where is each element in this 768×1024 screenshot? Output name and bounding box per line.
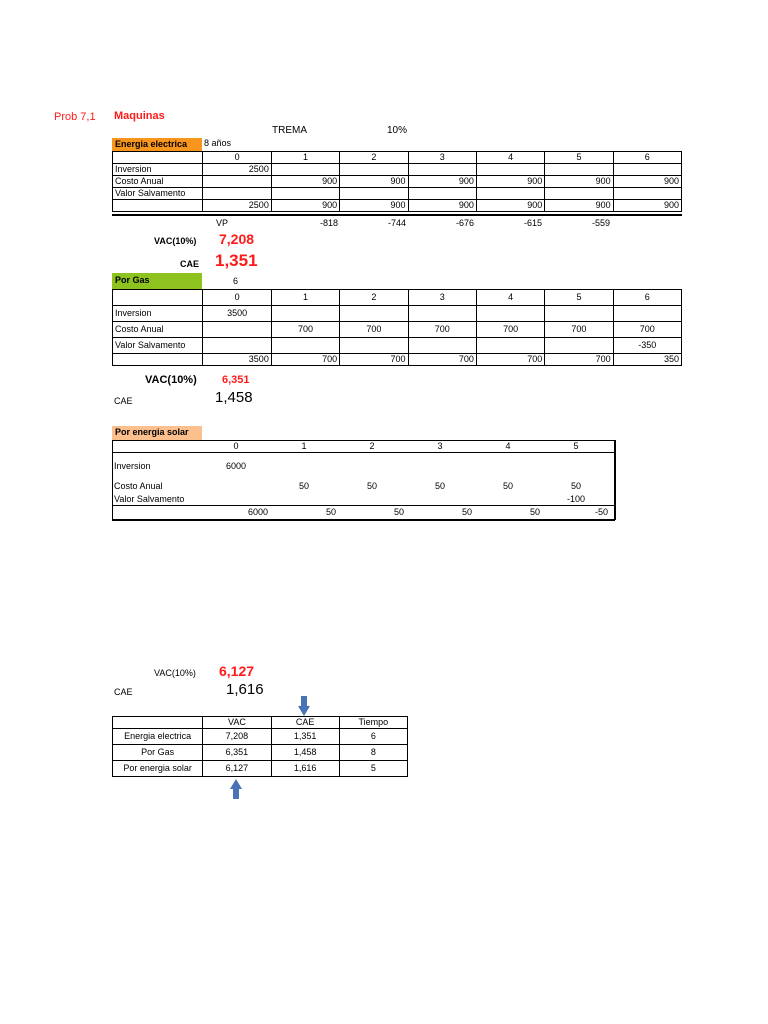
cell-value: [203, 188, 271, 200]
cell-value: [408, 338, 476, 354]
table-row: [113, 188, 682, 200]
period-header: 3: [408, 152, 476, 164]
period-header: 4: [505, 441, 511, 451]
row-label: Por energia solar: [113, 761, 203, 777]
total-value: 50: [393, 507, 404, 517]
cell-value: [545, 306, 613, 322]
cell-value: [545, 188, 613, 200]
electric-vac-value: 7,208: [219, 231, 255, 247]
section-label-solar: Por energia solar: [112, 426, 202, 440]
header-cell: [113, 152, 203, 164]
period-header: 5: [545, 290, 613, 306]
trema-value: 10%: [387, 125, 408, 136]
total-value: 900: [476, 200, 544, 212]
period-header: 1: [271, 290, 339, 306]
cell-value: 900: [340, 176, 408, 188]
cell-value: 50: [502, 481, 513, 491]
cell-value: 900: [613, 176, 681, 188]
cell-value: [613, 188, 681, 200]
table-header-row: [113, 152, 682, 164]
period-header: 0: [203, 152, 271, 164]
total-value: 700: [340, 354, 408, 366]
electric-cae-label: CAE: [180, 259, 200, 269]
cell-value: 700: [476, 322, 544, 338]
row-divider: [112, 452, 615, 453]
cell-value: [613, 306, 681, 322]
electric-cae-value: 1,351: [215, 251, 258, 270]
gas-vac-value: 6,351: [222, 374, 250, 386]
period-header: 0: [233, 441, 239, 451]
cell-value: [340, 164, 408, 176]
cell-value: [203, 338, 271, 354]
column-header: VAC: [203, 717, 271, 729]
total-value: 350: [613, 354, 681, 366]
section-label-gas: Por Gas: [112, 273, 202, 289]
row-divider: [112, 519, 615, 521]
row-label: Valor Salvamento: [113, 338, 203, 354]
cell-value: [613, 164, 681, 176]
cell-value: [340, 338, 408, 354]
vp-value: -818: [319, 218, 338, 228]
total-value: 900: [408, 200, 476, 212]
cell-value: 700: [340, 322, 408, 338]
cell-value: 50: [298, 481, 309, 491]
row-label: Inversion: [114, 461, 151, 471]
solar-vac-label: VAC(10%): [154, 668, 196, 678]
cell-value: 6: [339, 729, 407, 745]
total-value: 50: [461, 507, 472, 517]
cell-value: 7,208: [203, 729, 271, 745]
gas-cae-value: 1,458: [215, 389, 253, 406]
total-value: 900: [613, 200, 681, 212]
gas-cae-label: CAE: [114, 396, 133, 406]
total-value: 900: [545, 200, 613, 212]
cell-value: 6,351: [203, 745, 271, 761]
vp-label: VP: [216, 218, 229, 228]
cell-value: [476, 338, 544, 354]
total-value: -50: [594, 507, 608, 517]
period-header: 3: [408, 290, 476, 306]
gas-cashflow-table: [112, 289, 682, 366]
row-divider: [112, 505, 615, 506]
period-header: 5: [545, 152, 613, 164]
electric-vac-label: VAC(10%): [154, 236, 197, 246]
cell-value: [203, 322, 271, 338]
cell-value: 8: [339, 745, 407, 761]
row-label: Costo Anual: [114, 481, 163, 491]
cell-value: [545, 164, 613, 176]
cell-value: 1,351: [271, 729, 339, 745]
row-label: Inversion: [113, 164, 203, 176]
cell-value: [408, 164, 476, 176]
table-row: [113, 729, 408, 745]
problem-number: Prob 7,1: [54, 111, 96, 123]
table-row: [113, 176, 682, 188]
cell-value: 700: [613, 322, 681, 338]
total-value: 700: [408, 354, 476, 366]
cell-value: -100: [566, 494, 585, 504]
totals-label: [113, 354, 203, 366]
cell-value: [408, 188, 476, 200]
arrow-down-icon: [298, 696, 310, 716]
cell-value: 5: [339, 761, 407, 777]
header-cell: [113, 290, 203, 306]
gas-years: 6: [233, 276, 239, 286]
column-header: Tiempo: [339, 717, 407, 729]
cell-value: [271, 188, 339, 200]
total-value: 700: [476, 354, 544, 366]
cell-value: 2500: [203, 164, 271, 176]
row-label: Valor Salvamento: [113, 188, 203, 200]
total-value: 6000: [247, 507, 268, 517]
table-row: [113, 761, 408, 777]
arrow-up-icon: [230, 779, 242, 799]
vp-value: -559: [591, 218, 610, 228]
period-header: 4: [476, 152, 544, 164]
table-row: [113, 745, 408, 761]
total-value: 700: [545, 354, 613, 366]
page-title: Maquinas: [114, 110, 165, 122]
period-header: 5: [573, 441, 579, 451]
column-header: CAE: [271, 717, 339, 729]
cell-value: 700: [545, 322, 613, 338]
solar-cae-label: CAE: [114, 687, 133, 697]
cell-value: [271, 338, 339, 354]
table-header-row: [113, 290, 682, 306]
cell-value: 900: [408, 176, 476, 188]
cell-value: 700: [408, 322, 476, 338]
cell-value: 6,127: [203, 761, 271, 777]
total-value: 900: [340, 200, 408, 212]
period-header: 3: [437, 441, 443, 451]
trema-label: TREMA: [272, 125, 307, 136]
cell-value: [271, 164, 339, 176]
row-label: Inversion: [113, 306, 203, 322]
row-label: Costo Anual: [113, 322, 203, 338]
cell-value: [340, 188, 408, 200]
electric-total-rule: [112, 214, 682, 216]
period-header: 0: [203, 290, 271, 306]
total-value: 2500: [203, 200, 271, 212]
summary-table: [112, 716, 408, 777]
cell-value: 50: [366, 481, 377, 491]
electric-cashflow-table: [112, 151, 682, 212]
cell-value: [203, 176, 271, 188]
vp-value: -615: [523, 218, 542, 228]
cell-value: [545, 338, 613, 354]
cell-value: [476, 306, 544, 322]
cell-value: -350: [613, 338, 681, 354]
period-header: 4: [476, 290, 544, 306]
totals-row: [113, 200, 682, 212]
cell-value: 700: [271, 322, 339, 338]
cell-value: 900: [476, 176, 544, 188]
electric-years: 8 años: [204, 138, 232, 148]
cell-value: [271, 306, 339, 322]
cell-value: 900: [545, 176, 613, 188]
period-header: 2: [369, 441, 375, 451]
cell-value: 50: [570, 481, 581, 491]
total-value: 50: [529, 507, 540, 517]
table-row: [113, 164, 682, 176]
cell-value: 50: [434, 481, 445, 491]
column-header: [113, 717, 203, 729]
cell-value: 3500: [203, 306, 271, 322]
period-header: 2: [340, 290, 408, 306]
period-header: 2: [340, 152, 408, 164]
row-label: Por Gas: [113, 745, 203, 761]
vp-value: -744: [387, 218, 406, 228]
vp-value: -676: [455, 218, 474, 228]
cell-value: 1,616: [271, 761, 339, 777]
cell-value: [476, 188, 544, 200]
period-header: 1: [271, 152, 339, 164]
period-header: 1: [301, 441, 307, 451]
total-value: 3500: [203, 354, 271, 366]
cell-value: 900: [271, 176, 339, 188]
total-value: 900: [271, 200, 339, 212]
table-row: [113, 322, 682, 338]
totals-label: [113, 200, 203, 212]
cell-value: [408, 306, 476, 322]
section-label-electric: Energia electrica: [112, 138, 202, 151]
row-label: Valor Salvamento: [114, 494, 185, 504]
cell-value: [476, 164, 544, 176]
table-row: [113, 338, 682, 354]
cell-value: 6000: [225, 461, 247, 471]
period-header: 6: [613, 290, 681, 306]
solar-vac-value: 6,127: [219, 663, 255, 679]
totals-row: [113, 354, 682, 366]
table-row: [113, 306, 682, 322]
total-value: 700: [271, 354, 339, 366]
solar-cae-value: 1,616: [226, 681, 264, 698]
cell-value: [340, 306, 408, 322]
row-label: Energia electrica: [113, 729, 203, 745]
gas-vac-label: VAC(10%): [145, 374, 197, 386]
row-label: Costo Anual: [113, 176, 203, 188]
cell-value: 1,458: [271, 745, 339, 761]
table-header-row: [113, 717, 408, 729]
period-header: 6: [613, 152, 681, 164]
total-value: 50: [325, 507, 336, 517]
